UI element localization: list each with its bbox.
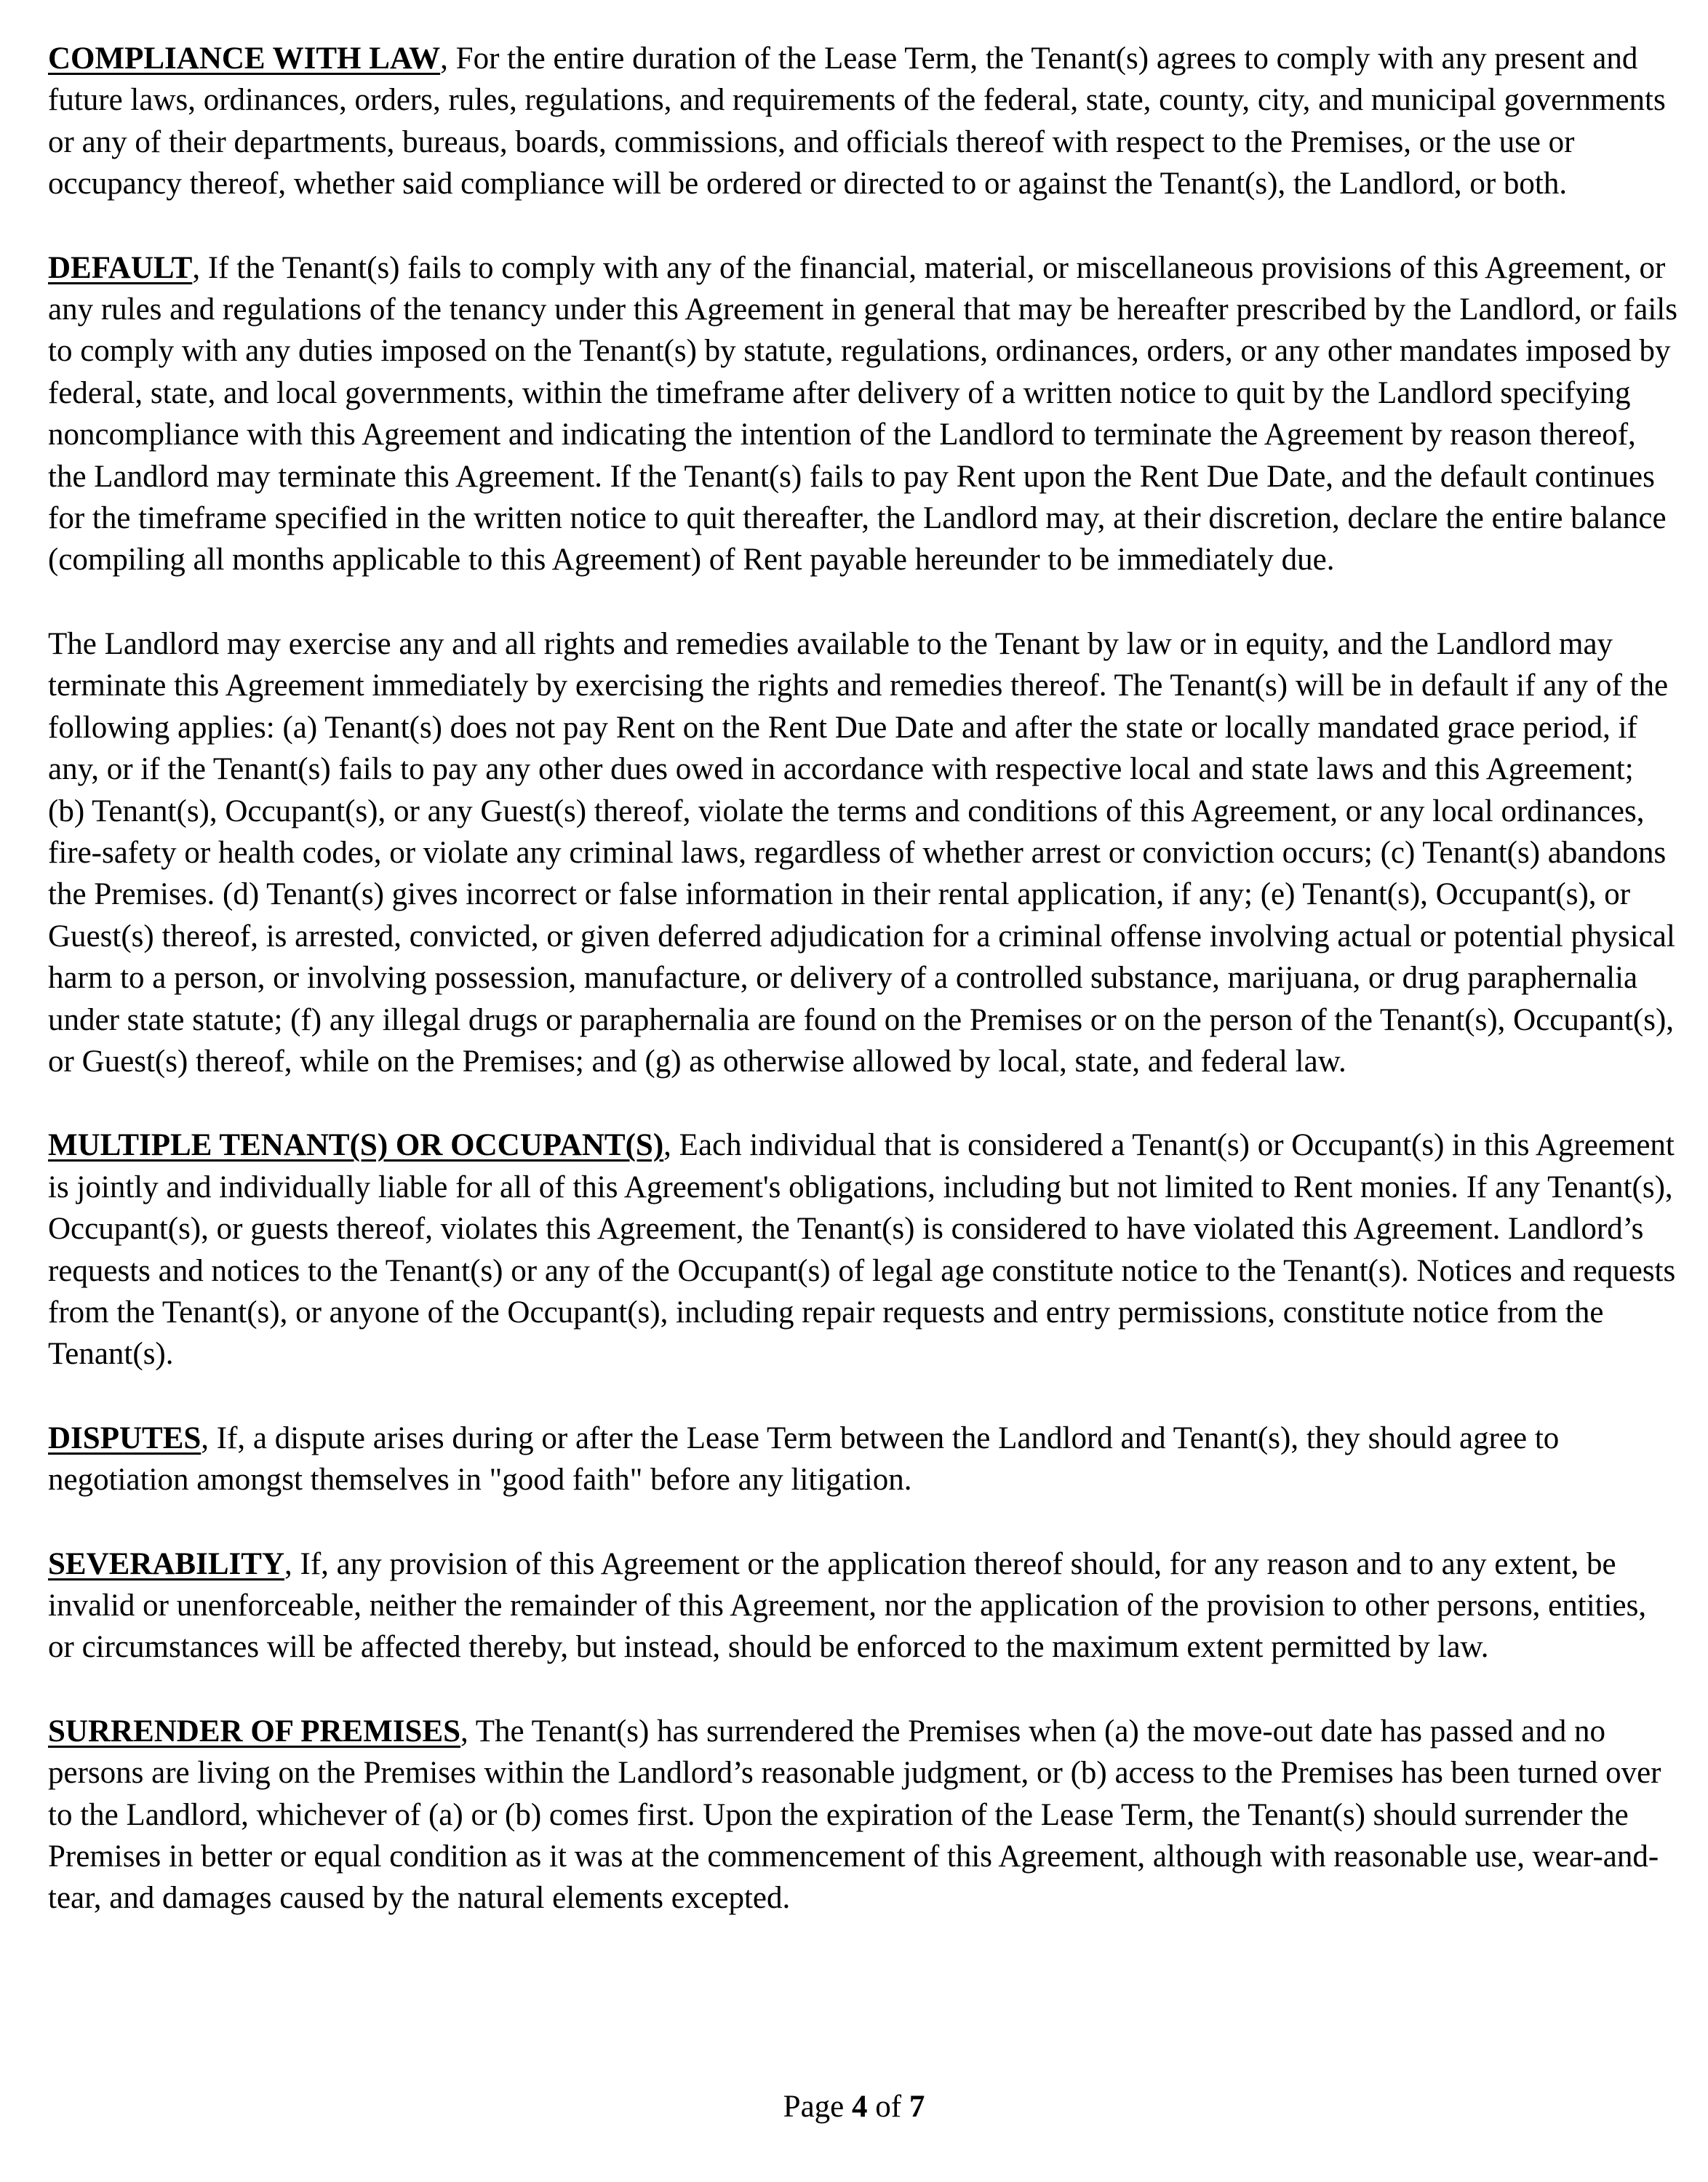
section-body: , For the entire duration of the Lease Term, the Tenant(s) agrees to comply with any present and future laws, ordinances, orders, rules, regulations, and requirements of the federal, state, county, city, and municipal governments or any of their departments, bureaus, boards, commissions, and officials thereof with respect to the Premises, or the use or occupancy thereof, whether said compliance will be ordered or directed to or against the Tenant(s), the Landlord, or both. [48,41,1666,201]
section-body: , Each individual that is considered a Tenant(s) or Occupant(s) in this Agreement is jointly and individually liable for all of this Agreement's obligations, including but not limited to Rent monies. If any Tenant(s), Occupant(s), or guests thereof, violates this Agreement, the Tenant(s) is considered to have violated this Agreement. Landlord’s requests and notices to the Tenant(s) or any of the Occupant(s) of legal age constitute notice to the Tenant(s). Notices and requests from the Tenant(s), or anyone of the Occupant(s), including repair requests and entry permissions, constitute notice from the Tenant(s). [48,1128,1676,1372]
section-compliance-with-law [48,38,1677,205]
section-body: , If the Tenant(s) fails to comply with any of the financial, material, or miscellaneous provisions of this Agreement, or any rules and regulations of the tenancy under this Agreement in general that may be hereafter prescribed by the Landlord, or fails to comply with any duties imposed on the Tenant(s) by statute, regulations, ordinances, orders, or any other mandates imposed by federal, state, and local governments, within the timeframe after delivery of a written notice to quit by the Landlord specifying noncompliance with this Agreement and indicating the intention of the Landlord to terminate the Agreement by reason thereof, the Landlord may terminate this Agreement. If the Tenant(s) fails to pay Rent upon the Rent Due Date, and the default continues for the timeframe specified in the written notice to quit thereafter, the Landlord may, at their discretion, declare the entire balance (compiling all months applicable to this Agreement) of Rent payable hereunder to be immediately due. [48,250,1677,578]
section-heading: MULTIPLE TENANT(S) OR OCCUPANT(S) [48,1128,664,1163]
page-number-footer [0,2086,1708,2127]
section-body: , If, any provision of this Agreement or the application thereof should, for any reason and to any extent, be invalid or unenforceable, neither the remainder of this Agreement, nor the application of the provision to other persons, entities, or circumstances will be affected thereby, but instead, should be enforced to the maximum extent permitted by law. [48,1546,1647,1665]
current-page-number: 4 [852,2090,868,2124]
section-default [48,247,1677,581]
section-body: , If, a dispute arises during or after the Lease Term between the Landlord and Tenant(s), they should agree to negotiation amongst themselves in "good faith" before any litigation. [48,1420,1560,1498]
section-heading: DISPUTES [48,1420,201,1455]
total-page-count: 7 [909,2090,925,2124]
page-label-prefix: Page [783,2090,852,2124]
section-surrender-of-premises [48,1711,1677,1919]
section-heading: SEVERABILITY [48,1546,284,1581]
section-heading: SURRENDER OF PREMISES [48,1714,461,1749]
document-page [48,38,1677,1962]
page-label-middle: of [867,2090,909,2124]
section-disputes [48,1418,1677,1501]
section-heading: DEFAULT [48,250,193,285]
section-severability [48,1543,1677,1669]
section-multiple-tenants [48,1124,1677,1375]
section-body: The Landlord may exercise any and all rights and remedies available to the Tenant by law or in equity, and the Landlord may terminate this Agreement immediately by exercising the rights and remedies thereof. The Tenant(s) will be in default if any of the following applies: (a) Tenant(s) does not pay Rent on the Rent Due Date and after the state or locally mandated grace period, if any, or if the Tenant(s) fails to pay any other dues owed in accordance with respective local and state laws and this Agreement; (b) Tenant(s), Occupant(s), or any Guest(s) thereof, violate the terms and conditions of this Agreement, or any local ordinances, fire-safety or health codes, or violate any criminal laws, regardless of whether arrest or conviction occurs; (c) Tenant(s) abandons the Premises. (d) Tenant(s) gives incorrect or false information in their rental application, if any; (e) Tenant(s), Occupant(s), or Guest(s) thereof, is arrested, convicted, or given deferred adjudication for a criminal offense involving actual or potential physical harm to a person, or involving possession, manufacture, or delivery of a controlled substance, marijuana, or drug paraphernalia under state statute; (f) any illegal drugs or paraphernalia are found on the Premises or on the person of the Tenant(s), Occupant(s), or Guest(s) thereof, while on the Premises; and (g) as otherwise allowed by local, state, and federal law. [48,626,1675,1079]
section-body: , The Tenant(s) has surrendered the Premises when (a) the move-out date has passed and no persons are living on the Premises within the Landlord’s reasonable judgment, or (b) access to the Premises has been turned over to the Landlord, whichever of (a) or (b) comes first. Upon the expiration of the Lease Term, the Tenant(s) should surrender the Premises in better or equal condition as it was at the commencement of this Agreement, although with reasonable use, wear-and-tear, and damages caused by the natural elements excepted. [48,1714,1661,1916]
section-heading: COMPLIANCE WITH LAW [48,41,441,76]
section-default-continued [48,623,1677,1082]
